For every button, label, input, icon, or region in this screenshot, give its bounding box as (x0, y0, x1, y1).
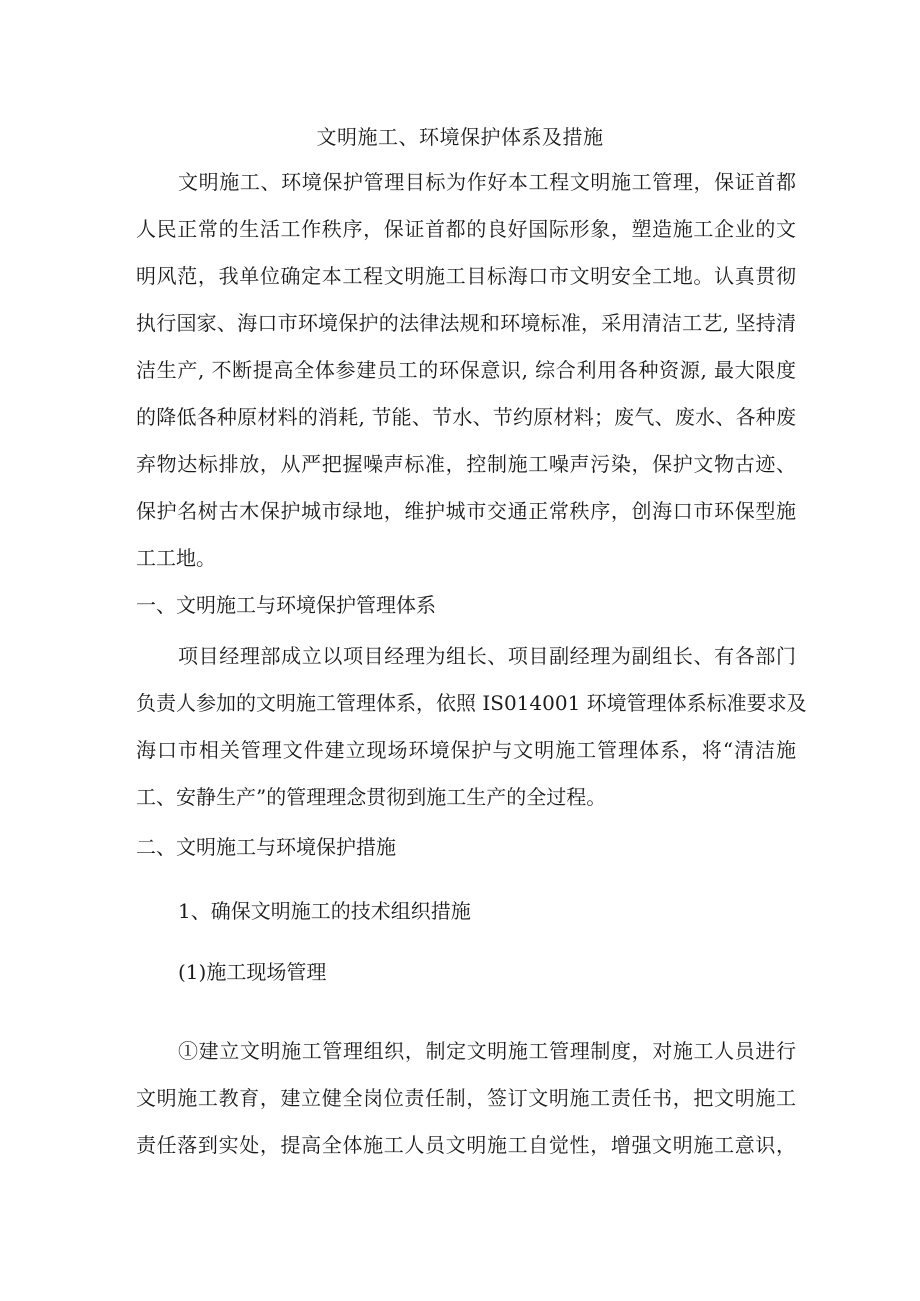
section-1-line-2: 负责人参加的文明施工管理体系，依照 IS014001 环境管理体系标准要求及 (136, 691, 807, 715)
document-title: 文明施工、环境保护体系及措施 (316, 125, 604, 149)
intro-line-4: 执行国家、海口市环境保护的法律法规和环境标准，采用清洁工艺, 坚持清 (136, 311, 796, 335)
section-1-line-4: 工、安静生产”的管理理念贯彻到施工生产的全过程。 (136, 785, 607, 809)
section-2-heading: 二、文明施工与环境保护措施 (136, 835, 396, 859)
intro-line-5: 洁生产, 不断提高全体参建员工的环保意识, 综合利用各种资源, 最大限度 (136, 358, 796, 382)
intro-line-1: 文明施工、环境保护管理目标为作好本工程文明施工管理，保证首都 (178, 170, 796, 194)
section-1-line-1: 项目经理部成立以项目经理为组长、项目副经理为副组长、有各部门 (178, 644, 796, 668)
subsection-1-heading: 1、确保文明施工的技术组织措施 (178, 899, 471, 923)
intro-line-7: 弃物达标排放，从严把握噪声标准，控制施工噪声污染，保护文物古迹、 (136, 452, 796, 476)
intro-line-6: 的降低各种原材料的消耗, 节能、节水、节约原材料；废气、废水、各种废 (136, 405, 796, 429)
section-1-line-3: 海口市相关管理文件建立现场环境保护与文明施工管理体系，将“清洁施 (136, 738, 796, 762)
intro-line-8: 保护名树古木保护城市绿地，维护城市交通正常秩序，创海口市环保型施 (136, 499, 796, 523)
item-1-line-3: 责任落到实处，提高全体施工人员文明施工自觉性，增强文明施工意识， (136, 1133, 796, 1157)
subsection-1-1-heading: (1)施工现场管理 (178, 960, 327, 984)
intro-line-2: 人民正常的生活工作秩序，保证首都的良好国际形象，塑造施工企业的文 (136, 217, 796, 241)
section-1-heading: 一、文明施工与环境保护管理体系 (136, 593, 436, 617)
item-1-line-1: ①建立文明施工管理组织，制定文明施工管理制度，对施工人员进行 (178, 1039, 796, 1063)
intro-line-9: 工工地。 (136, 546, 216, 570)
item-1-line-2: 文明施工教育，建立健全岗位责任制，签订文明施工责任书，把文明施工 (136, 1086, 796, 1110)
intro-line-3: 明风范，我单位确定本工程文明施工目标海口市文明安全工地。认真贯彻 (136, 264, 796, 288)
